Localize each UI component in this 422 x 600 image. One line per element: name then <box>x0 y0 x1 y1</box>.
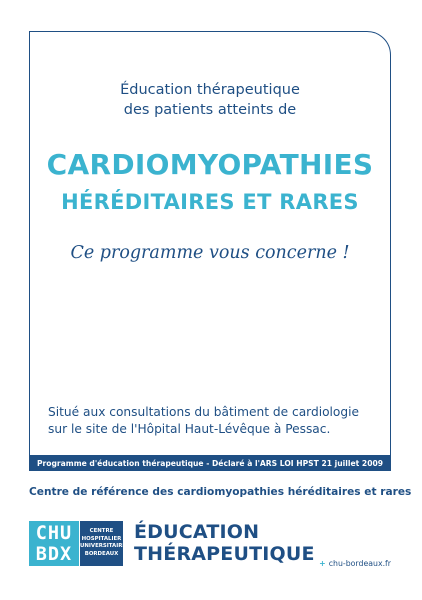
plus-icon: + <box>319 559 326 568</box>
location-text <box>48 404 383 438</box>
logo-bdx-text: BDX <box>35 544 73 565</box>
reference-center-title: Centre de référence des cardiomyopathies héréditaires et rares <box>29 486 412 498</box>
education-mark-line-2: THÉRAPEUTIQUE <box>134 543 315 565</box>
hospital-name-line: HOSPITALIER <box>81 535 122 542</box>
website-url: chu-bordeaux.fr <box>328 559 391 568</box>
hospital-name-block <box>80 521 127 566</box>
location-line-1: Situé aux consultations du bâtiment de cardiologie <box>48 405 360 419</box>
education-mark-line-1: ÉDUCATION <box>134 521 260 543</box>
page-title: CARDIOMYOPATHIES <box>46 148 374 181</box>
tagline: Ce programme vous concerne ! <box>70 243 350 263</box>
website-link[interactable] <box>319 559 391 568</box>
chu-bdx-logo <box>29 521 79 566</box>
intro-line-2: des patients atteints de <box>123 102 297 118</box>
intro-text <box>29 80 391 120</box>
hospital-name-line: UNIVERSITAIRE <box>80 543 127 549</box>
education-program-mark <box>134 521 315 565</box>
location-line-2: sur le site de l'Hôpital Haut-Lévêque à Pessac. <box>48 422 331 436</box>
hospital-name-line: BORDEAUX <box>84 550 119 557</box>
hospital-name-line: CENTRE <box>89 528 114 534</box>
program-declaration-banner: Programme d'éducation thérapeutique - Déclaré à l'ARS LOI HPST 21 juillet 2009 <box>29 456 391 471</box>
page-subtitle: HÉRÉDITAIRES ET RARES <box>61 190 359 214</box>
logo-chu-text: CHU <box>35 523 73 544</box>
intro-line-1: Éducation thérapeutique <box>120 82 300 98</box>
